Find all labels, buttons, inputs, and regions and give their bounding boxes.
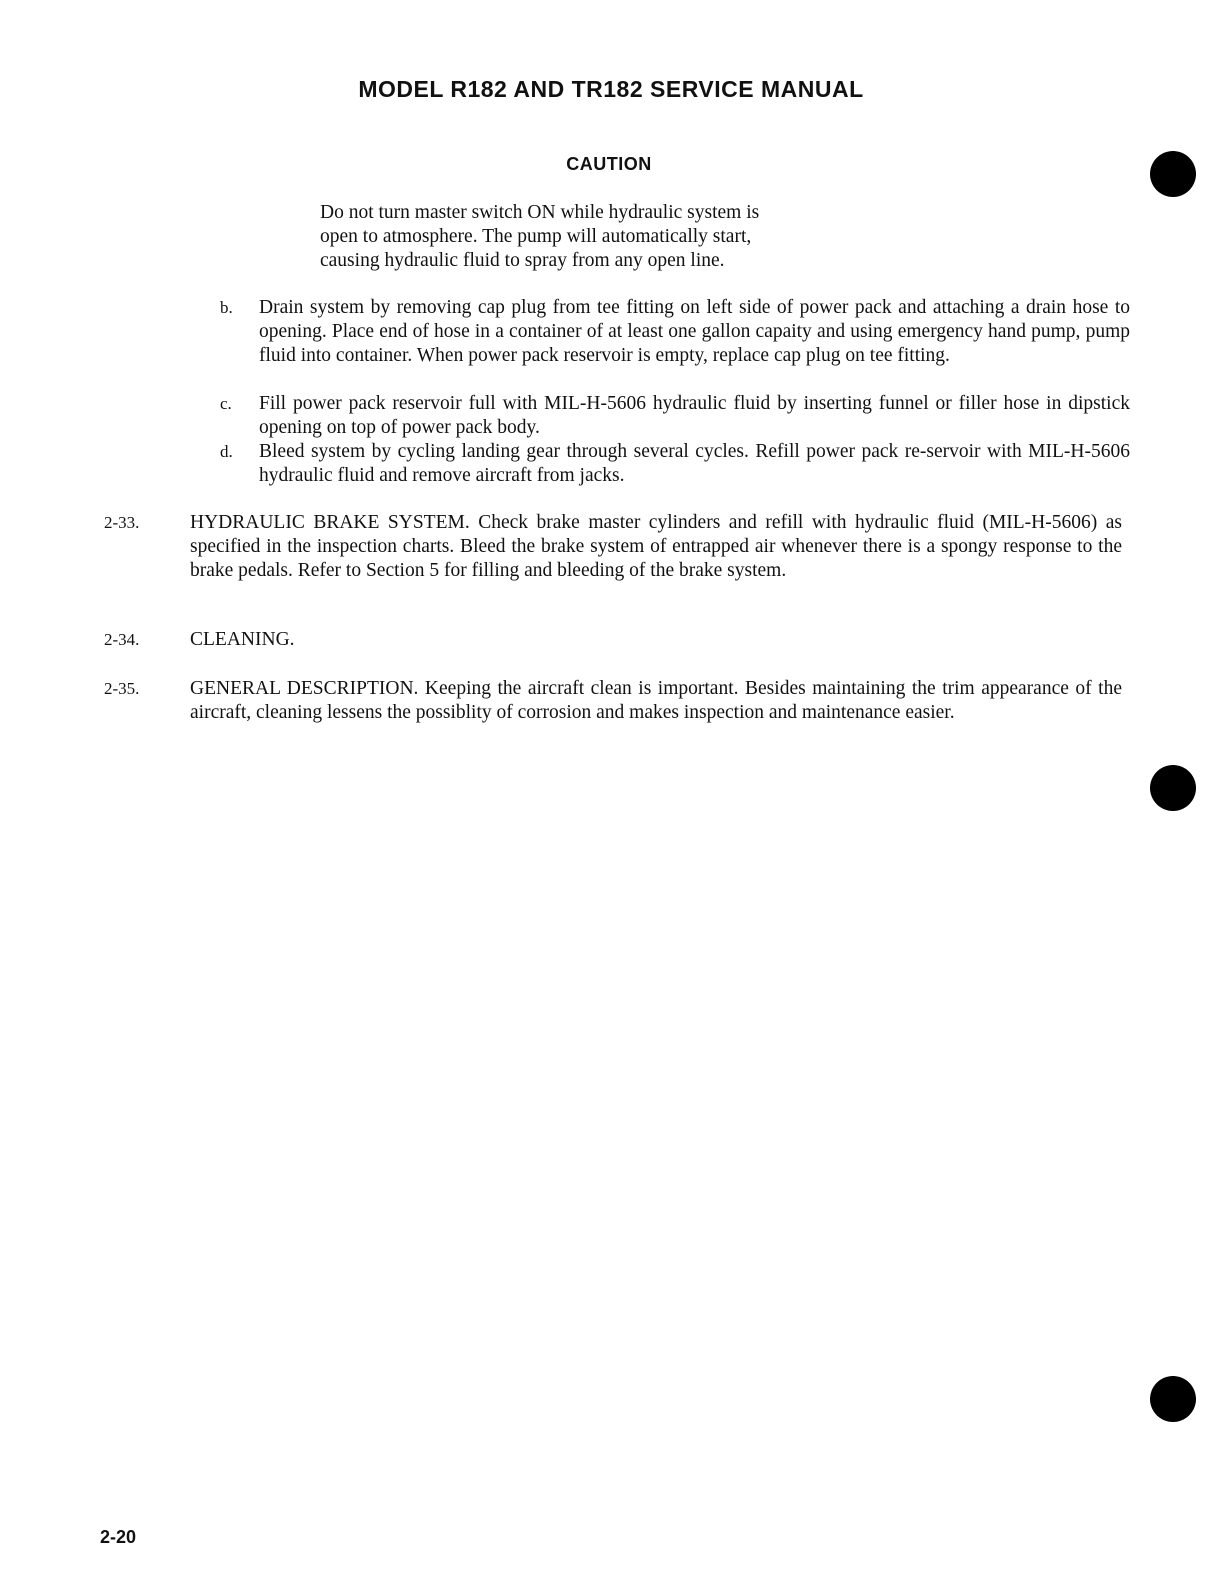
caution-heading: CAUTION bbox=[566, 154, 652, 174]
step-d bbox=[220, 440, 1130, 488]
caution-text: Do not turn master switch ON while hydraulic system is open to atmosphere. The pump will automatically start, causing hydraulic fluid to spray from any open line. bbox=[320, 202, 760, 271]
step-letter: c. bbox=[220, 394, 232, 413]
page-title: MODEL R182 AND TR182 SERVICE MANUAL bbox=[358, 76, 864, 102]
section-text: HYDRAULIC BRAKE SYSTEM. Check brake master cylinders and refill with hydraulic fluid (MIL-H-5606) as specified in the inspection charts. Bleed the brake system of entrapped air whenever there is a spongy response to the brake pedals. Refer to Section 5 for filling and bleeding of the brake system. bbox=[190, 512, 1122, 581]
step-text: Drain system by removing cap plug from tee fitting on left side of power pack and attaching a drain hose to opening. Place end of hose in a container of at least one gallon capaity and using emergency hand pump, pump fluid into container. When power pack reservoir is empty, replace cap plug on tee fitting. bbox=[259, 297, 1130, 366]
step-b bbox=[220, 296, 1130, 368]
page-number: 2-20 bbox=[100, 1527, 137, 1547]
step-letter: b. bbox=[220, 298, 233, 317]
section-number: 2-35. bbox=[104, 679, 140, 698]
section-2-35 bbox=[104, 677, 1122, 725]
section-text: CLEANING. bbox=[190, 629, 295, 650]
section-2-33 bbox=[104, 511, 1122, 583]
section-text: GENERAL DESCRIPTION. Keeping the aircraft clean is important. Besides maintaining the trim appearance of the aircraft, cleaning lessens the possiblity of corrosion and makes inspection and maintenance easier. bbox=[190, 678, 1122, 723]
section-number: 2-33. bbox=[104, 513, 140, 532]
binder-hole-middle bbox=[1150, 765, 1196, 811]
binder-hole-bottom bbox=[1150, 1376, 1196, 1422]
section-number: 2-34. bbox=[104, 630, 140, 649]
section-2-34 bbox=[104, 628, 1122, 652]
step-text: Fill power pack reservoir full with MIL-H-5606 hydraulic fluid by inserting funnel or filler hose in dipstick opening on top of power pack body. bbox=[259, 393, 1130, 438]
step-letter: d. bbox=[220, 442, 233, 461]
step-c bbox=[220, 392, 1130, 440]
step-text: Bleed system by cycling landing gear through several cycles. Refill power pack re-servoir with MIL-H-5606 hydraulic fluid and remove aircraft from jacks. bbox=[259, 441, 1130, 486]
